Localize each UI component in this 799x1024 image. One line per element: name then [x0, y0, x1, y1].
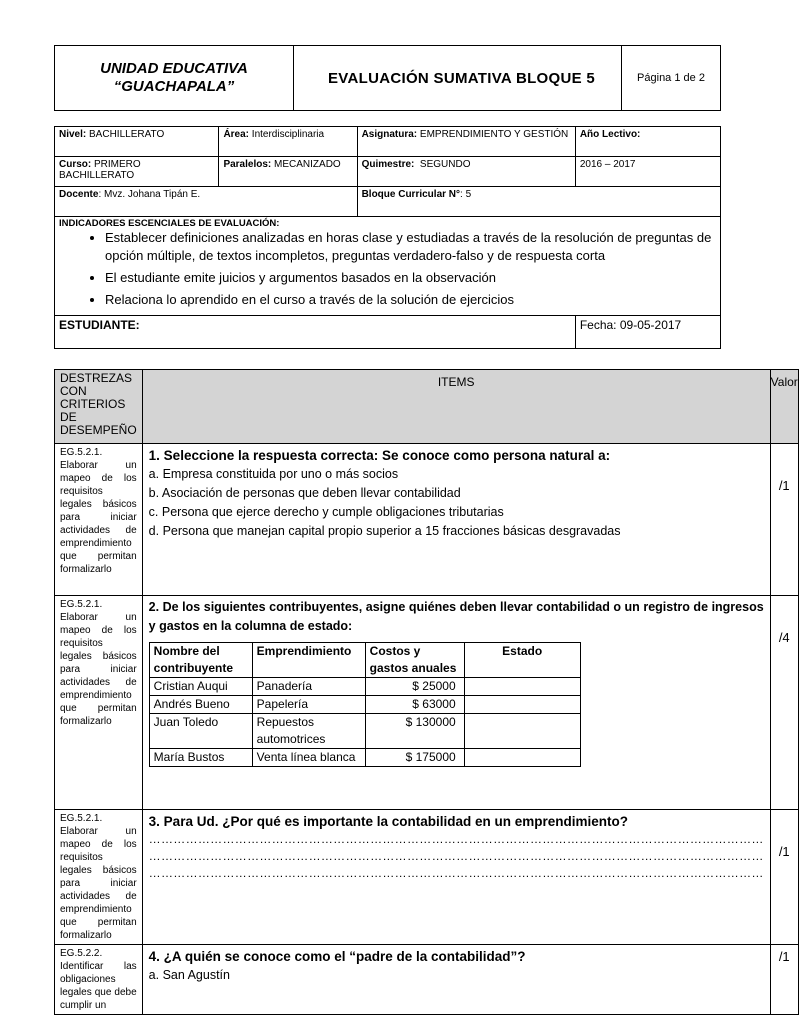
- cell-name: María Bustos: [149, 749, 252, 767]
- info-table: [54, 126, 721, 349]
- bloque-label: Bloque Curricular N°: [361, 189, 461, 200]
- table-header: Costos y gastos anuales: [365, 643, 464, 678]
- page-number: Página 1 de 2: [622, 46, 721, 111]
- table-row: [149, 749, 580, 767]
- evaluation-title: EVALUACIÓN SUMATIVA BLOQUE 5: [294, 46, 622, 111]
- answer-line[interactable]: ……………………………………………………………………………………………………………………………………: [148, 849, 764, 863]
- indicator-item: • Relaciona lo aprendido en el curso a través de la solución de ejercicios: [105, 291, 716, 309]
- nivel-label: Nivel:: [59, 129, 87, 140]
- nivel-value: BACHILLERATO: [89, 129, 165, 140]
- answer-line[interactable]: ……………………………………………………………………………………………………………………………………: [148, 866, 764, 880]
- option[interactable]: d. Persona que manejan capital propio superior a 15 fracciones básicas desgravadas: [148, 524, 621, 538]
- asignatura-value: EMPRENDIMIENTO Y GESTIÓN: [419, 129, 569, 140]
- cell-cost: $ 130000: [365, 714, 464, 749]
- col-valor-header: Valor: [770, 370, 798, 444]
- cell-cost: $ 63000: [365, 696, 464, 714]
- cell-business: Papelería: [252, 696, 365, 714]
- option[interactable]: c. Persona que ejerce derecho y cumple obligaciones tributarias: [148, 505, 504, 519]
- skill-cell: EG.5.2.1. Elaborar un mapeo de los requisitos legales básicos para iniciar actividades de emprendimiento que permitan formalizarlo: [55, 444, 143, 596]
- school-line2: “GUACHAPALA”: [113, 78, 235, 95]
- cell-status[interactable]: [464, 714, 580, 749]
- anio-label: Año Lectivo:: [579, 129, 641, 140]
- cell-name: Cristian Auqui: [149, 678, 252, 696]
- school-line1: UNIDAD EDUCATIVA: [100, 60, 248, 77]
- score-value: /1: [770, 810, 798, 945]
- table-row: [149, 696, 580, 714]
- table-header: Emprendimiento: [252, 643, 365, 678]
- docente-label: Docente: [59, 189, 99, 200]
- question-cell: [142, 444, 770, 596]
- col-skill-header: DESTREZAS CON CRITERIOS DE DESEMPEÑO: [55, 370, 143, 444]
- curso-value: PRIMERO BACHILLERATO: [59, 159, 141, 181]
- header-table: [54, 45, 721, 111]
- question-2: 2. De los siguientes contribuyentes, asigne quiénes deben llevar contabilidad o un registro de ingresos y gastos en la columna de estado:: [148, 600, 764, 633]
- student-label: ESTUDIANTE:: [55, 316, 576, 349]
- score-value: /1: [770, 945, 798, 1015]
- question-3: 3. Para Ud. ¿Por qué es importante la contabilidad en un emprendimiento?: [148, 814, 629, 829]
- score-value: /1: [770, 444, 798, 596]
- date-field: Fecha: 09-05-2017: [575, 316, 720, 349]
- indicator-item: • El estudiante emite juicios y argumentos basados en la observación: [105, 269, 716, 287]
- table-header: Estado: [464, 643, 580, 678]
- answer-line[interactable]: ……………………………………………………………………………………………………………………………………: [148, 832, 764, 846]
- score-value: /4: [770, 596, 798, 810]
- cell-status[interactable]: [464, 678, 580, 696]
- col-items-header: ITEMS: [142, 370, 770, 444]
- skill-cell: EG.5.2.2. Identificar las obligaciones legales que debe cumplir un: [55, 945, 143, 1015]
- cell-business: Venta línea blanca: [252, 749, 365, 767]
- cell-cost: $ 175000: [365, 749, 464, 767]
- quimestre-label: Quimestre:: [361, 159, 415, 170]
- paralelos-label: Paralelos:: [223, 159, 272, 170]
- question-4: 4. ¿A quién se conoce como el “padre de la contabilidad”?: [148, 949, 526, 964]
- cell-status[interactable]: [464, 749, 580, 767]
- question-cell: [142, 945, 770, 1015]
- cell-name: Juan Toledo: [149, 714, 252, 749]
- cell-business: Panadería: [252, 678, 365, 696]
- table-header: Nombre del contribuyente: [149, 643, 252, 678]
- curso-label: Curso:: [59, 159, 92, 170]
- table-row: [149, 714, 580, 749]
- cell-cost: $ 25000: [365, 678, 464, 696]
- asignatura-label: Asignatura:: [361, 129, 418, 140]
- option[interactable]: a. Empresa constituida por uno o más socios: [148, 467, 399, 481]
- skill-cell: EG.5.2.1. Elaborar un mapeo de los requisitos legales básicos para iniciar actividades de emprendimiento que permitan formalizarlo: [55, 810, 143, 945]
- contributors-table: [149, 642, 581, 767]
- items-table: [54, 369, 799, 1015]
- area-value: Interdisciplinaria: [251, 129, 325, 140]
- question-1: 1. Seleccione la respuesta correcta: Se conoce como persona natural a:: [148, 448, 611, 463]
- docente-value: : Mvz. Johana Tipán E.: [98, 189, 201, 200]
- paralelos-value: MECANIZADO: [274, 159, 341, 170]
- cell-name: Andrés Bueno: [149, 696, 252, 714]
- indicators-title: INDICADORES ESCENCIALES DE EVALUACIÓN:: [59, 218, 280, 229]
- bloque-value: : 5: [460, 189, 472, 200]
- question-cell: [142, 810, 770, 945]
- cell-status[interactable]: [464, 696, 580, 714]
- indicators-list: [59, 229, 716, 309]
- anio-value: 2016 – 2017: [575, 157, 720, 187]
- area-label: Área:: [223, 129, 250, 140]
- question-cell: [142, 596, 770, 810]
- school-name: [55, 46, 294, 111]
- quimestre-value: SEGUNDO: [419, 159, 471, 170]
- table-row: [149, 678, 580, 696]
- indicator-item: • Establecer definiciones analizadas en horas clase y estudiadas a través de la resolución de preguntas de opción múltiple, de textos incompletos, preguntas verdadero-falso y de respuesta corta: [105, 229, 716, 265]
- skill-cell: EG.5.2.1. Elaborar un mapeo de los requisitos legales básicos para iniciar actividades de emprendimiento que permitan formalizarlo: [55, 596, 143, 810]
- cell-business: Repuestos automotrices: [252, 714, 365, 749]
- option[interactable]: a. San Agustín: [148, 968, 230, 982]
- option[interactable]: b. Asociación de personas que deben llevar contabilidad: [148, 486, 461, 500]
